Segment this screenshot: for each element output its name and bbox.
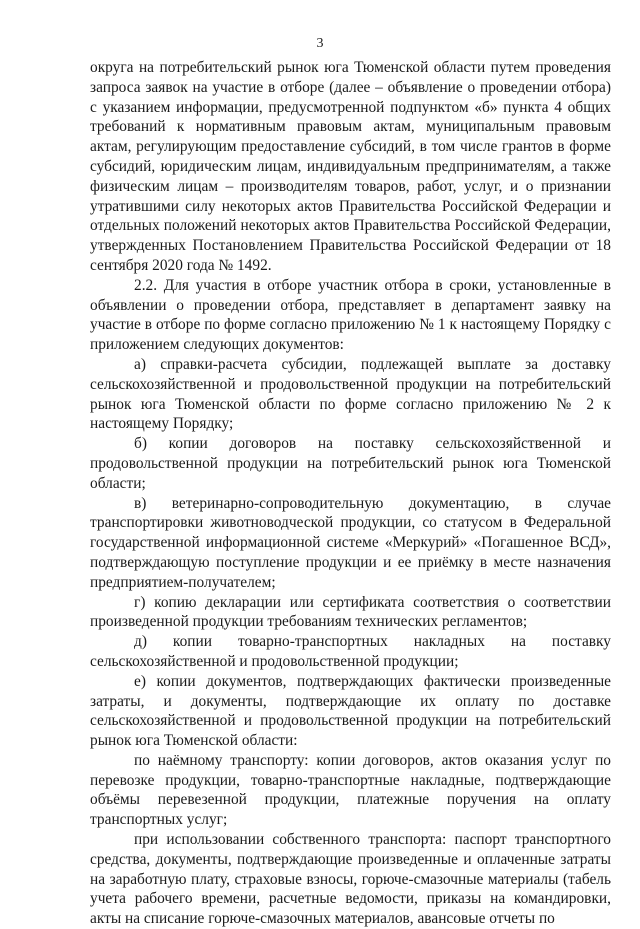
paragraph: по наёмному транспорту: копии договоров, актов оказания услуг по перевозке продукции, товарно-транспортные накладные, подтверждающие объёмы перевезенной продукции, платежные поручения на оплату транспортных услуг; — [90, 751, 611, 829]
paragraph: а) справки-расчета субсидии, подлежащей выплате за доставку сельскохозяйственной и продовольственной продукции на потребительский рынок юга Тюменской области по форме согласно приложению № 2 к настоящему Порядку; — [90, 355, 611, 433]
paragraph: округа на потребительский рынок юга Тюменской области путем проведения запроса заявок на участие в отборе (далее – объявление о проведении отбора) с указанием информации, предусмотренной подпунктом «б» пункта 4 общих требований к нормативным правовым актам, муниципальным правовым актам, регулирующим предоставление субсидий, в том числе грантов в форме субсидий, юридическим лицам, индивидуальным предпринимателям, а также физическим лицам – производителям товаров, работ, услуг, и о признании утратившими силу некоторых актов Правительства Российской Федерации и отдельных положений некоторых актов Правительства Российской Федерации, утвержденных Постановлением Правительства Российской Федерации от 18 сентября 2020 года № 1492. — [90, 59, 611, 274]
paragraph: 2.2. Для участия в отборе участник отбора в сроки, установленные в объявлении о проведении отбора, представляет в департамент заявку на участие в отборе по форме согласно приложению № 1 к настоящему Порядку с приложением следующих документов: — [90, 276, 611, 354]
paragraph: е) копии документов, подтверждающих фактически произведенные затраты, и документы, подтверждающие их оплату по доставке сельскохозяйственной и продовольственной продукции на потребительский рынок юга Тюменской области: — [90, 672, 611, 750]
paragraph: б) копии договоров на поставку сельскохозяйственной и продовольственной продукции на потребительский рынок юга Тюменской области; — [90, 435, 611, 492]
page-body — [90, 58, 611, 929]
page-number: 3 — [316, 36, 324, 51]
paragraph: при использовании собственного транспорта: паспорт транспортного средства, документы, подтверждающие произведенные и оплаченные затраты на заработную плату, страховые взносы, горюче-смазочные материалы (табель учета рабочего времени, расчетные ведомости, приказы на командировки, акты на списание горюче-смазочных материалов, авансовые отчеты по — [90, 831, 611, 928]
paragraph: д) копии товарно-транспортных накладных на поставку сельскохозяйственной и продовольственной продукции; — [90, 633, 611, 670]
paragraph: в) ветеринарно-сопроводительную документацию, в случае транспортировки животноводческой продукции, со статусом в Федеральной государственной информационной системе «Меркурий» «Погашенное ВСД», подтверждающую поступление продукции и ее приёмку в месте назначения предприятием-получателем; — [90, 494, 611, 591]
paragraph: г) копию декларации или сертификата соответствия о соответствии произведенной продукции требованиям технических регламентов; — [90, 593, 611, 631]
